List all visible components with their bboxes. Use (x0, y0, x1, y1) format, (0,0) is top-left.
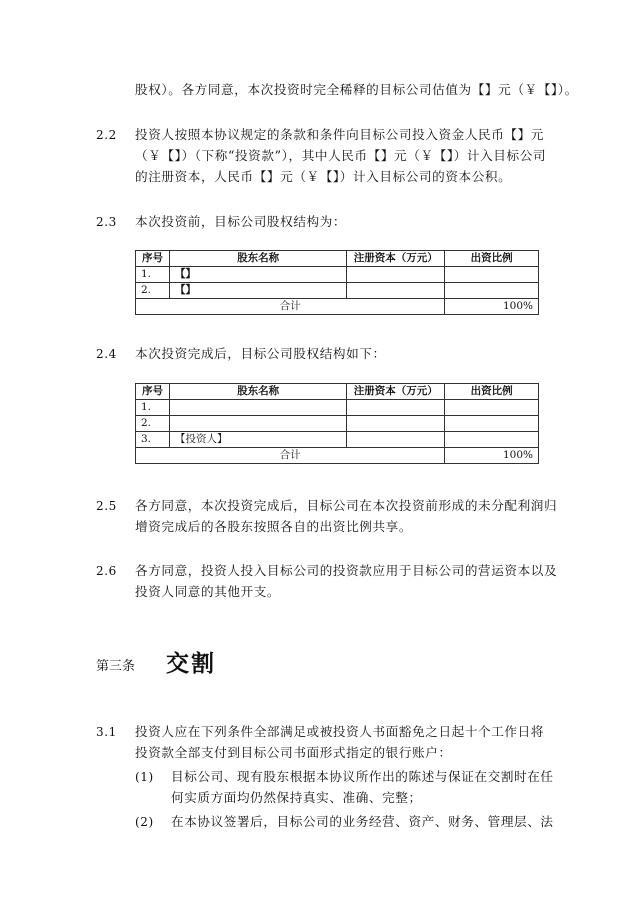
paragraph-continuation: 股权）。各方同意，本次投资时完全稀释的目标公司估值为【】元（￥【】）。 (135, 82, 578, 97)
section-2-2-line-1: 投资人按照本协议规定的条款和条件向目标公司投入资金人民币【】元 (135, 127, 545, 142)
header-no: 序号 (136, 251, 170, 267)
header-shareholder-name: 股东名称 (169, 251, 346, 267)
row-capital (347, 432, 445, 448)
row-shareholder-name (169, 400, 346, 416)
section-number-2-5: 2.5 (96, 499, 117, 513)
section-2-3-text: 本次投资前，目标公司股权结构为： (135, 214, 347, 229)
item-1-line-2: 何实质方面均仍然保持真实、准确、完整； (171, 790, 422, 805)
table-row (136, 400, 539, 416)
row-ratio (445, 400, 539, 416)
row-shareholder-name: 【】 (169, 267, 346, 283)
table-row (136, 283, 539, 299)
row-no: 1. (136, 267, 170, 283)
shareholding-table-before (135, 250, 539, 315)
row-ratio (445, 432, 539, 448)
section-2-5-line-1: 各方同意，本次投资完成后，目标公司在本次投资前形成的未分配利润归 (135, 498, 558, 513)
table-header-row (136, 251, 539, 267)
row-ratio (445, 283, 539, 299)
table-header-row (136, 384, 539, 400)
table-row (136, 432, 539, 448)
row-shareholder-name (169, 416, 346, 432)
row-ratio (445, 267, 539, 283)
row-shareholder-name: 【】 (169, 283, 346, 299)
row-no: 1. (136, 400, 170, 416)
row-capital (347, 283, 445, 299)
table-row (136, 416, 539, 432)
shareholding-table-after (135, 383, 539, 464)
article-title: 交割 (166, 651, 216, 677)
row-no: 3. (136, 432, 170, 448)
section-number-2-3: 2.3 (96, 215, 117, 229)
row-capital (347, 416, 445, 432)
section-2-2-line-3: 的注册资本，人民币【】元（￥【】）计入目标公司的资本公积。 (135, 169, 512, 184)
header-no: 序号 (136, 384, 170, 400)
row-no: 2. (136, 283, 170, 299)
section-number-2-2: 2.2 (96, 128, 117, 142)
item-2-line-1: 在本协议签署后，目标公司的业务经营、资产、财务、管理层、法 (171, 814, 554, 829)
table-row (136, 267, 539, 283)
total-label: 合计 (136, 448, 445, 464)
section-2-2-line-2: （￥【】）（下称“投资款”），其中人民币【】元（￥【】）计入目标公司 (135, 148, 547, 163)
header-registered-capital: 注册资本（万元） (347, 384, 445, 400)
row-shareholder-name: 【投资人】 (169, 432, 346, 448)
section-2-6-line-1: 各方同意，投资人投入目标公司的投资款应用于目标公司的营运资本以及 (135, 563, 558, 578)
header-registered-capital: 注册资本（万元） (347, 251, 445, 267)
row-ratio (445, 416, 539, 432)
total-ratio: 100% (445, 448, 539, 464)
section-number-2-6: 2.6 (96, 564, 117, 578)
row-capital (347, 400, 445, 416)
section-2-4-text: 本次投资完成后，目标公司股权结构如下： (135, 346, 386, 361)
section-2-6-line-2: 投资人同意的其他开支。 (135, 584, 281, 599)
section-2-5-line-2: 增资完成后的各股东按照各自的出资比例共享。 (135, 519, 413, 534)
row-no: 2. (136, 416, 170, 432)
row-capital (347, 267, 445, 283)
item-number-2: (2) (135, 815, 154, 829)
table-total-row (136, 448, 539, 464)
section-number-2-4: 2.4 (96, 347, 117, 361)
total-ratio: 100% (445, 299, 539, 315)
header-shareholder-name: 股东名称 (169, 384, 346, 400)
section-number-3-1: 3.1 (96, 725, 117, 739)
item-number-1: (1) (135, 770, 154, 784)
total-label: 合计 (136, 299, 445, 315)
article-number: 第三条 (96, 659, 136, 674)
table-total-row (136, 299, 539, 315)
header-contribution-ratio: 出资比例 (445, 251, 539, 267)
section-3-1-line-2: 投资款全部支付到目标公司书面形式指定的银行账户： (135, 745, 452, 760)
item-1-line-1: 目标公司、现有股东根据本协议所作出的陈述与保证在交割时在任 (171, 769, 554, 784)
header-contribution-ratio: 出资比例 (445, 384, 539, 400)
section-3-1-line-1: 投资人应在下列条件全部满足或被投资人书面豁免之日起十个工作日将 (135, 724, 545, 739)
